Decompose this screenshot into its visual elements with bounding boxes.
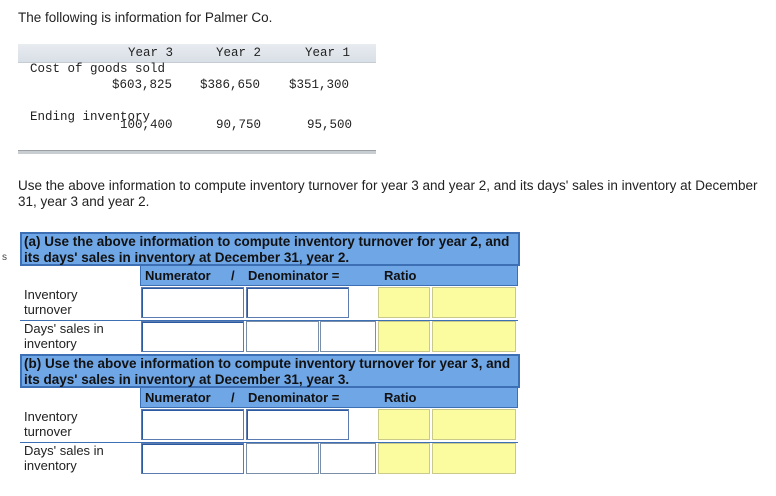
question-text: Use the above information to compute inventory turnover for year 3 and year 2, and its days' sales in inventory at December 31, year 3 and year 2. xyxy=(18,178,758,209)
side-marker: s xyxy=(2,252,7,263)
row-label: Days' sales in inventory xyxy=(24,443,104,473)
part-b-row-days-sales xyxy=(20,442,518,476)
row-label: Inventory turnover xyxy=(24,409,78,439)
denominator-header: Denominator = xyxy=(248,268,340,283)
denominator-input[interactable] xyxy=(246,409,349,440)
denominator-input[interactable] xyxy=(246,287,349,318)
col-header-year1: Year 1 xyxy=(305,46,351,60)
intro-text: The following is information for Palmer Co. xyxy=(18,10,273,25)
financial-data-table xyxy=(18,44,376,154)
slash-header: / xyxy=(231,390,235,405)
col-header-year3: Year 3 xyxy=(128,46,174,60)
days-input[interactable] xyxy=(320,443,376,474)
ratio-cell xyxy=(378,409,430,440)
ratio-cell xyxy=(378,443,430,474)
days-input[interactable] xyxy=(320,321,376,352)
part-a-row-days-sales xyxy=(20,320,518,355)
part-a-title: (a) Use the above information to compute inventory turnover for year 2, and its days' sales in inventory at December 31, year 2. xyxy=(20,232,520,266)
col-header-year2: Year 2 xyxy=(216,46,262,60)
numerator-input[interactable] xyxy=(141,321,244,352)
ratio-answer-input[interactable] xyxy=(432,443,516,474)
denominator-input[interactable] xyxy=(246,443,319,474)
part-b-title: (b) Use the above information to compute inventory turnover for year 3, and its days' sales in inventory at December 31, year 3. xyxy=(20,354,520,388)
row-label-cogs: Cost of goods sold xyxy=(30,62,166,76)
part-b-row-inventory-turnover xyxy=(20,408,518,443)
numerator-input[interactable] xyxy=(141,409,244,440)
inventory-year3: 100,400 xyxy=(120,118,173,132)
part-a-column-header xyxy=(140,265,518,286)
slash-header: / xyxy=(231,268,235,283)
cogs-year1: $351,300 xyxy=(289,78,350,92)
numerator-input[interactable] xyxy=(141,287,244,318)
part-a-row-inventory-turnover xyxy=(20,286,518,321)
ratio-answer-input[interactable] xyxy=(432,321,516,352)
ratio-answer-input[interactable] xyxy=(432,409,516,440)
row-label-ending-inventory: Ending inventory xyxy=(30,110,151,124)
part-b-column-header xyxy=(140,387,518,408)
denominator-input[interactable] xyxy=(246,321,319,352)
cogs-year3: $603,825 xyxy=(112,78,173,92)
ratio-cell xyxy=(378,321,430,352)
ratio-cell xyxy=(378,287,430,318)
ratio-header: Ratio xyxy=(384,390,417,405)
inventory-year1: 95,500 xyxy=(307,118,353,132)
row-label: Days' sales in inventory xyxy=(24,321,104,351)
numerator-header: Numerator xyxy=(145,268,211,283)
part-b-grid xyxy=(20,354,518,478)
inventory-year2: 90,750 xyxy=(216,118,262,132)
table-bottom-rule xyxy=(18,150,376,154)
cogs-year2: $386,650 xyxy=(200,78,261,92)
ratio-answer-input[interactable] xyxy=(432,287,516,318)
numerator-header: Numerator xyxy=(145,390,211,405)
row-label: Inventory turnover xyxy=(24,287,78,317)
numerator-input[interactable] xyxy=(141,443,244,474)
part-a-grid xyxy=(20,232,518,352)
denominator-header: Denominator = xyxy=(248,390,340,405)
ratio-header: Ratio xyxy=(384,268,417,283)
